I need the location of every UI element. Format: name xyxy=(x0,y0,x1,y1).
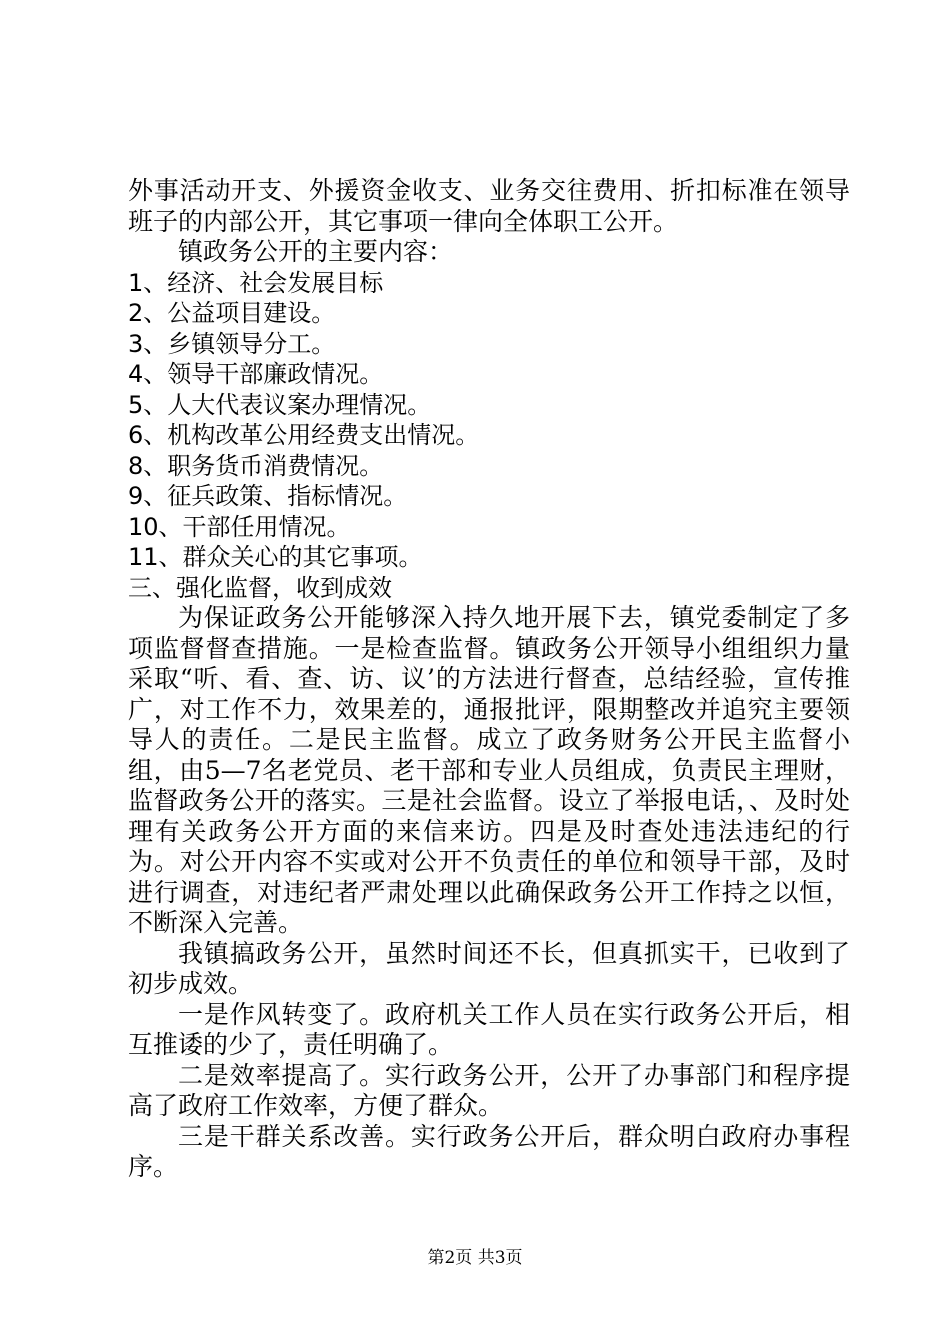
paragraph-results-intro: 我镇搞政务公开，虽然时间还不长，但真抓实干，已收到了初步成效。 xyxy=(128,938,850,998)
list-item: 10、干部任用情况。 xyxy=(128,512,351,541)
list-item: 1、经济、社会发展目标 xyxy=(128,268,384,297)
section-heading: 三、强化监督，收到成效 xyxy=(128,573,392,602)
list-item: 5、人大代表议案办理情况。 xyxy=(128,390,432,419)
list-item: 6、机构改革公用经费支出情况。 xyxy=(128,421,480,449)
paragraph-main-content-intro: 镇政务公开的主要内容： xyxy=(178,237,454,266)
paragraph-result-1: 一是作风转变了。政府机关工作人员在实行政务公开后，相互推诿的少了，责任明确了。 xyxy=(128,999,850,1059)
list-item: 11、群众关心的其它事项。 xyxy=(128,543,423,571)
paragraph-supervision: 为保证政务公开能够深入持久地开展下去，镇党委制定了多项监督督查措施。一是检查监督。镇政务公开领导小组组织力量采取“听、看、查、访、议’的方法进行督查，总结经验，宣传推广，对工作不力，效果差的，通报批评，限期整改并追究主要领导人的责任。二是民主监督。成立了政务财务公开民主监督小组，由5—7名老党员、老干部和专业人员组成，负责民主理财，监督政务公开的落实。三是社会监督。设立了举报电话，、及时处理有关政务公开方面的来信来访。四是及时查处违法违纪的行为。对公开内容不实或对公开不负责任的单位和领导干部，及时进行调查，对违纪者严肃处理以此确保政务公开工作持之以恒，不断深入完善。 xyxy=(128,603,850,937)
list-item: 8、职务货币消费情况。 xyxy=(128,451,384,480)
paragraph-continuation: 外事活动开支、外援资金收支、业务交往费用、折扣标准在领导班子的内部公开，其它事项一律向全体职工公开。 xyxy=(128,176,850,236)
document-body xyxy=(128,176,850,1183)
paragraph-result-3: 三是干群关系改善。实行政务公开后，群众明白政府办事程序。 xyxy=(128,1121,850,1181)
list-item: 9、征兵政策、指标情况。 xyxy=(128,482,408,510)
page-footer: 第2页 共3页 xyxy=(427,1248,523,1268)
list-item: 4、领导干部廉政情况。 xyxy=(128,360,384,388)
paragraph-result-2: 二是效率提高了。实行政务公开，公开了办事部门和程序提高了政府工作效率，方便了群众。 xyxy=(128,1060,850,1120)
list-item: 2、公益项目建设。 xyxy=(128,299,336,327)
list-item: 3、乡镇领导分工。 xyxy=(128,329,336,358)
